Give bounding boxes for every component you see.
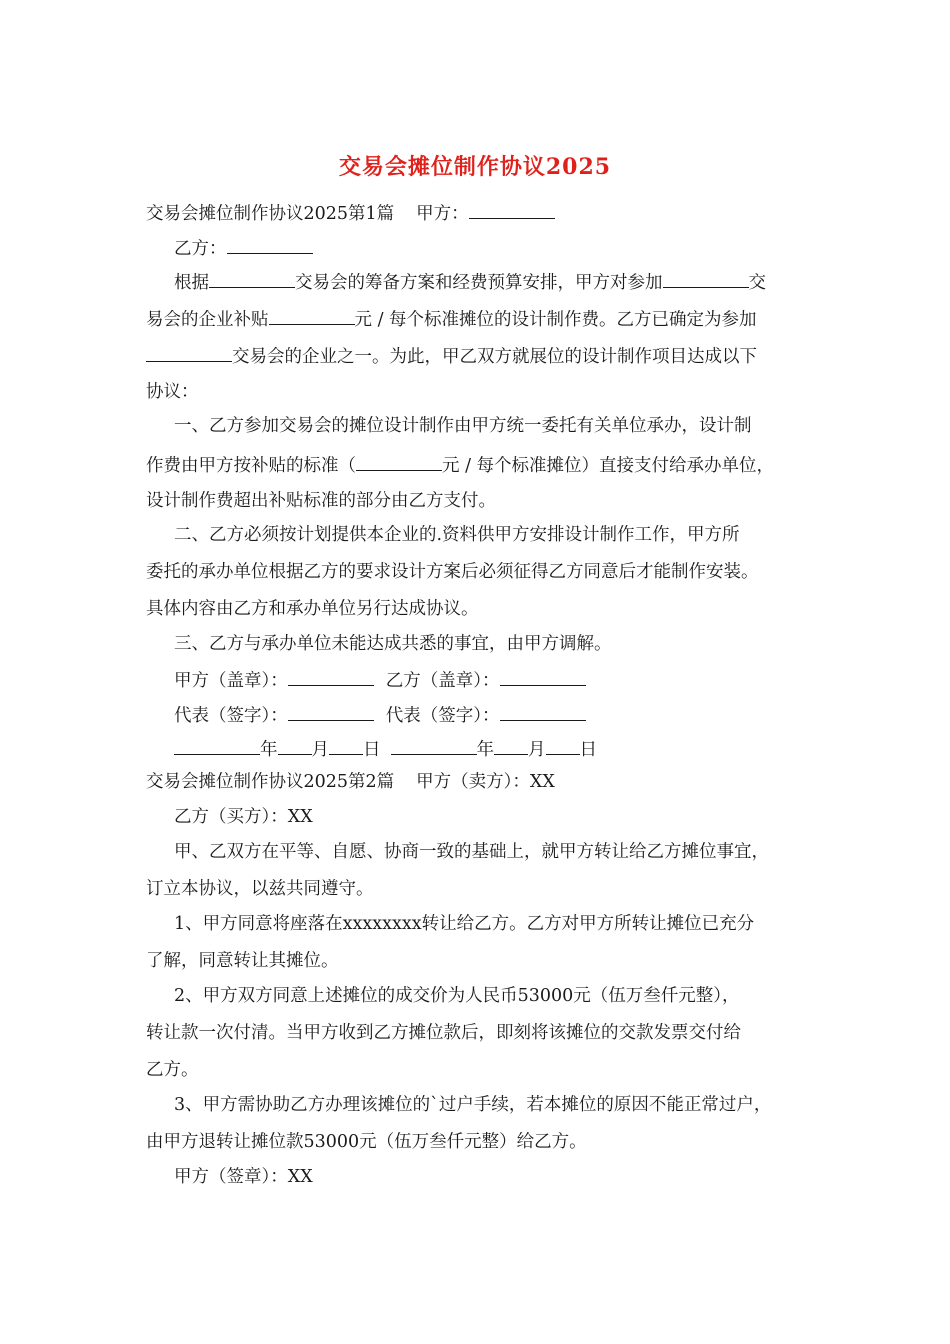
part2-heading: 交易会摊位制作协议2025第2篇 xyxy=(146,772,395,792)
part1-heading: 交易会摊位制作协议2025第1篇 xyxy=(146,204,395,224)
clause2-line3: 具体内容由乙方和承办单位另行达成协议。 xyxy=(146,599,479,619)
clause1-line2 xyxy=(146,452,774,478)
intro-line2: 订立本协议，以兹共同遵守。 xyxy=(146,879,374,899)
day-label: 日 xyxy=(363,740,381,760)
sign-a-line: 甲方（签章）：XX xyxy=(174,1167,313,1187)
date-line xyxy=(174,736,597,762)
blank xyxy=(269,306,355,325)
item3-line2: 由甲方退转让摊位款53000元（伍万叁仟元整）给乙方。 xyxy=(146,1132,587,1152)
item2-line3: 乙方。 xyxy=(146,1060,199,1080)
rep-a-label: 代表（签字）： xyxy=(174,706,288,726)
blank xyxy=(500,702,586,721)
blank xyxy=(329,736,363,755)
rep-line xyxy=(174,702,586,728)
p1-text: 根据 xyxy=(174,273,209,293)
party-b-label: 乙方： xyxy=(174,239,227,259)
seal-a-label: 甲方（盖章）： xyxy=(174,671,288,691)
item2-line1: 2、甲方双方同意上述摊位的成交价为人民币53000元（伍万叁仟元整）， xyxy=(174,986,740,1006)
intro-line1: 甲、乙双方在平等、自愿、协商一致的基础上，就甲方转让给乙方摊位事宜， xyxy=(174,842,769,862)
party-a-label: 甲方： xyxy=(416,204,469,224)
seal-b-label: 乙方（盖章）： xyxy=(385,671,500,691)
p1-text: 交易会的筹备方案和经费预算安排，甲方对参加 xyxy=(295,273,663,293)
clause3: 三、乙方与承办单位未能达成共悉的事宜，由甲方调解。 xyxy=(174,634,612,654)
item1-line1: 1、甲方同意将座落在xxxxxxxx转让给乙方。乙方对甲方所转让摊位已充分 xyxy=(174,914,755,934)
blank xyxy=(494,736,528,755)
seal-line xyxy=(174,667,586,693)
blank xyxy=(288,667,374,686)
item3-line1: 3、甲方需协助乙方办理该摊位的`过户手续，若本摊位的原因不能正常过户， xyxy=(174,1095,772,1115)
part1-heading-line xyxy=(146,200,555,226)
blank xyxy=(174,736,260,755)
item1-line2: 了解，同意转让其摊位。 xyxy=(146,951,339,971)
month-label: 月 xyxy=(528,740,546,760)
party-b-blank xyxy=(227,235,313,254)
blank xyxy=(209,269,295,288)
day-label: 日 xyxy=(579,740,597,760)
clause2-line2: 委托的承办单位根据乙方的要求设计方案后必须征得乙方同意后才能制作安装。 xyxy=(146,562,759,582)
blank xyxy=(278,736,312,755)
clause-text: 元 / 每个标准摊位）直接支付给承办单位， xyxy=(442,456,775,476)
seller-label: 甲方（卖方）：XX xyxy=(416,772,555,792)
document-title: 交易会摊位制作协议2025 xyxy=(338,154,612,180)
year-label: 年 xyxy=(260,740,278,760)
p1-text: 易会的企业补贴 xyxy=(146,310,269,330)
blank xyxy=(288,702,374,721)
p1-text: 交易会的企业之一。为此，甲乙双方就展位的设计制作项目达成以下 xyxy=(232,347,757,367)
blank xyxy=(356,452,442,471)
blank xyxy=(391,736,477,755)
item2-line2: 转让款一次付清。当甲方收到乙方摊位款后，即刻将该摊位的交款发票交付给 xyxy=(146,1023,741,1043)
blank xyxy=(146,343,232,362)
blank xyxy=(546,736,580,755)
clause2-line1: 二、乙方必须按计划提供本企业的.资料供甲方安排设计制作工作，甲方所 xyxy=(174,525,740,545)
p1-text: 交 xyxy=(748,273,766,293)
party-b-line xyxy=(174,235,313,261)
clause-text: 作费由甲方按补贴的标准（ xyxy=(146,456,356,476)
part2-heading-line xyxy=(146,770,555,794)
blank xyxy=(663,269,749,288)
p1-line3 xyxy=(146,343,757,369)
blank xyxy=(500,667,586,686)
rep-b-label: 代表（签字）： xyxy=(385,706,500,726)
clause1-line3: 设计制作费超出补贴标准的部分由乙方支付。 xyxy=(146,491,496,511)
party-a-blank xyxy=(469,200,555,219)
clause1-line1: 一、乙方参加交易会的摊位设计制作由甲方统一委托有关单位承办，设计制 xyxy=(174,416,752,436)
p1-line2 xyxy=(146,306,757,332)
p1-line1 xyxy=(174,269,766,295)
year-label: 年 xyxy=(476,740,494,760)
buyer-line: 乙方（买方）：XX xyxy=(174,807,313,827)
p1-text: 元 / 每个标准摊位的设计制作费。乙方已确定为参加 xyxy=(354,310,757,330)
p1-line4: 协议： xyxy=(146,382,199,402)
month-label: 月 xyxy=(311,740,329,760)
